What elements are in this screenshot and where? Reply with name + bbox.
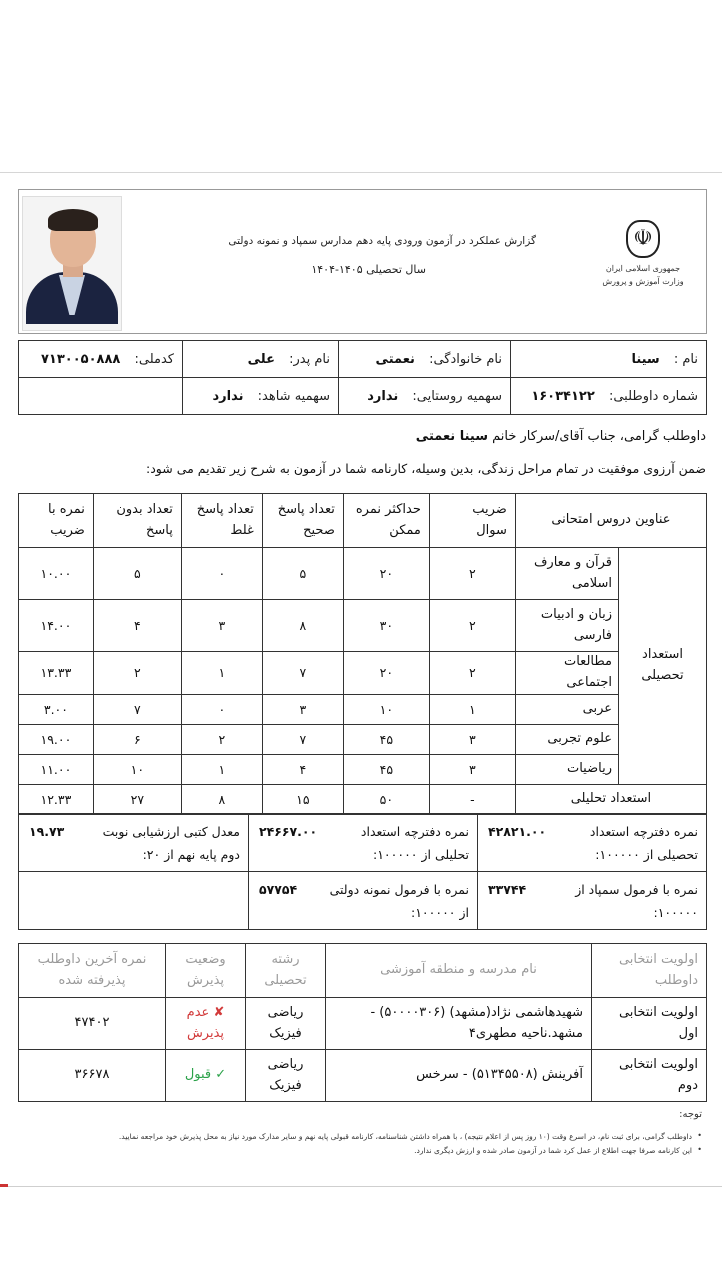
status-badge: ✘ عدم پذیرش bbox=[166, 998, 246, 1050]
shahed-quota: ندارد bbox=[212, 388, 244, 404]
page-edge-mark bbox=[0, 1184, 8, 1187]
name-cell: نام : سینا bbox=[511, 341, 707, 378]
national-code-cell: کدملی: ۷۱۳۰۰۵۰۸۸۸ bbox=[19, 341, 183, 378]
blank-top-area bbox=[0, 0, 722, 172]
table-row: مطالعات اجتماعی ۲ ۲۰ ۷ ۱ ۲ ۱۳.۳۳ bbox=[19, 652, 707, 695]
table-row-analytic: استعداد تحلیلی - ۵۰ ۱۵ ۸ ۲۷ ۱۲.۳۳ bbox=[19, 784, 707, 814]
last-score: ۴۷۴۰۲ bbox=[19, 998, 166, 1050]
iran-emblem-icon: ☫ bbox=[626, 220, 660, 258]
table-row: ریاضیات ۳ ۴۵ ۴ ۱ ۱۰ ۱۱.۰۰ bbox=[19, 754, 707, 784]
col-correct: تعداد پاسخ صحیح bbox=[262, 494, 343, 548]
school-name: آفرینش (۵۱۳۴۵۵۰۸) - سرخس bbox=[326, 1050, 592, 1102]
empty-cell bbox=[19, 378, 183, 415]
student-name: سینا bbox=[631, 351, 660, 367]
candidate-id: ۱۶۰۳۴۱۲۲ bbox=[531, 388, 595, 404]
divider bbox=[0, 1186, 722, 1187]
gpa-value: ۱۹.۷۳ bbox=[29, 824, 65, 839]
greeting-intro: ضمن آرزوی موفقیت در تمام مراحل زندگی، بدین وسیله، کارنامه شما در آزمون به شرح زیر تقدیم می شود: bbox=[146, 461, 706, 476]
summary-table bbox=[18, 813, 707, 930]
rural-quota-cell: سهمیه روستایی: ندارد bbox=[339, 378, 511, 415]
note-item: • این کارنامه صرفا جهت اطلاع از عمل کرد شما در آزمون صادر شده و ارزش دیگری ندارد. bbox=[119, 1146, 702, 1155]
greeting-line: داوطلب گرامی، جناب آقای/سرکار خانم سینا نعمتی bbox=[415, 429, 706, 444]
subject-name: عربی bbox=[515, 694, 618, 724]
subject-name: زبان و ادبیات فارسی bbox=[515, 600, 618, 652]
report-card bbox=[0, 173, 722, 1185]
col-coef: ضریب سوال bbox=[429, 494, 515, 548]
table-row: علوم تجربی ۳ ۴۵ ۷ ۲ ۶ ۱۹.۰۰ bbox=[19, 724, 707, 754]
sampad-score-value: ۳۳۷۴۴ bbox=[488, 882, 527, 897]
scores-table bbox=[18, 493, 707, 815]
priority-rank: اولویت انتخابی دوم bbox=[592, 1050, 707, 1102]
field-name: ریاضی فیزیک bbox=[246, 998, 326, 1050]
priority-header-row bbox=[19, 944, 707, 998]
priority-rank: اولویت انتخابی اول bbox=[592, 998, 707, 1050]
sampad-score-cell: نمره با فرمول سمپاد از ۱۰۰۰۰۰: ۳۳۷۴۴ bbox=[478, 872, 707, 930]
candidate-id-cell: شماره داوطلبی: ۱۶۰۳۴۱۲۲ bbox=[511, 378, 707, 415]
subject-name: مطالعات اجتماعی bbox=[515, 652, 618, 695]
report-title: گزارش عملکرد در آزمون ورودی پایه دهم مدارس سمپاد و نمونه دولتی bbox=[228, 235, 536, 247]
col-wrong: تعداد پاسخ غلط bbox=[181, 494, 262, 548]
last-score: ۳۶۶۷۸ bbox=[19, 1050, 166, 1102]
edu-score-cell: نمره دفترچه استعداد تحصیلی از ۱۰۰۰۰۰: ۴۲۸۲۱.۰۰ bbox=[478, 814, 707, 872]
student-family: نعمتی bbox=[375, 351, 415, 367]
student-info-table bbox=[18, 340, 707, 415]
group-label: استعداد تحصیلی bbox=[619, 548, 707, 785]
rural-quota: ندارد bbox=[367, 388, 399, 404]
scores-header-row bbox=[19, 494, 707, 548]
status-badge: ✓ قبول bbox=[166, 1050, 246, 1102]
note-item: • داوطلب گرامی، برای ثبت نام، در اسرع وقت (۱۰ روز پس از اعلام نتیجه) ، با همراه داشتن شناسنامه، کارنامه قبولی پایه نهم و سایر مدارک مورد نیاز به محل پذیرش خود مراجعه نمایید. bbox=[119, 1132, 702, 1141]
father-name: علی bbox=[247, 351, 275, 367]
nemune-score-cell: نمره با فرمول نمونه دولتی از ۱۰۰۰۰۰: ۵۷۷۵۴ bbox=[249, 872, 478, 930]
col-subjects: عناوین دروس امتحانی bbox=[515, 494, 706, 548]
col-last-score: نمره آخرین داوطلب پذیرفته شده bbox=[19, 944, 166, 998]
notes-section bbox=[119, 1109, 702, 1160]
father-cell: نام پدر: علی bbox=[183, 341, 339, 378]
empty-cell bbox=[19, 872, 249, 930]
table-row bbox=[19, 1050, 707, 1102]
national-code: ۷۱۳۰۰۵۰۸۸۸ bbox=[41, 351, 121, 367]
school-name: شهیدهاشمی نژاد(مشهد) (۵۰۰۰۰۳۰۶) - مشهد.ناحیه مطهری۴ bbox=[326, 998, 592, 1050]
subject-name: قرآن و معارف اسلامی bbox=[515, 548, 618, 600]
col-score: نمره با ضریب bbox=[19, 494, 94, 548]
academic-year: سال تحصیلی ۱۴۰۵-۱۴۰۴ bbox=[311, 263, 426, 276]
table-row: استعداد تحصیلی قرآن و معارف اسلامی ۲ ۲۰ ۵ ۰ ۵ ۱۰.۰۰ bbox=[19, 548, 707, 600]
ana-score-cell: نمره دفترچه استعداد تحلیلی از ۱۰۰۰۰۰: ۲۴۶۶۷.۰۰ bbox=[249, 814, 478, 872]
nemune-score-value: ۵۷۷۵۴ bbox=[259, 882, 298, 897]
subject-name: استعداد تحلیلی bbox=[515, 784, 706, 814]
ministry-logo bbox=[598, 220, 688, 310]
col-blank: تعداد بدون پاسخ bbox=[93, 494, 181, 548]
edu-score-value: ۴۲۸۲۱.۰۰ bbox=[488, 824, 547, 839]
logo-line-2: وزارت آموزش و پرورش bbox=[602, 277, 684, 286]
notes-heading: توجه: bbox=[679, 1109, 702, 1120]
shahed-quota-cell: سهمیه شاهد: ندارد bbox=[183, 378, 339, 415]
col-school: نام مدرسه و منطقه آموزشی bbox=[326, 944, 592, 998]
student-photo bbox=[22, 196, 122, 331]
table-row bbox=[19, 998, 707, 1050]
col-priority: اولویت انتخابی داوطلب bbox=[592, 944, 707, 998]
greeting-name: سینا نعمتی bbox=[415, 429, 488, 444]
subject-name: علوم تجربی bbox=[515, 724, 618, 754]
reject-icon: ✘ bbox=[213, 1004, 225, 1020]
check-icon: ✓ bbox=[215, 1067, 227, 1083]
family-cell: نام خانوادگی: نعمتی bbox=[339, 341, 511, 378]
report-header bbox=[18, 189, 707, 334]
col-max: حداکثر نمره ممکن bbox=[343, 494, 429, 548]
priority-table bbox=[18, 943, 707, 1102]
gpa-cell: معدل کتبی ارزشیابی نوبت دوم پایه نهم از ۲۰: ۱۹.۷۳ bbox=[19, 814, 249, 872]
subject-name: ریاضیات bbox=[515, 754, 618, 784]
col-status: وضعیت پذیرش bbox=[166, 944, 246, 998]
field-name: ریاضی فیزیک bbox=[246, 1050, 326, 1102]
table-row: زبان و ادبیات فارسی ۲ ۳۰ ۸ ۳ ۴ ۱۴.۰۰ bbox=[19, 600, 707, 652]
table-row: عربی ۱ ۱۰ ۳ ۰ ۷ ۳.۰۰ bbox=[19, 694, 707, 724]
ana-score-value: ۲۴۶۶۷.۰۰ bbox=[259, 824, 318, 839]
col-field: رشته تحصیلی bbox=[246, 944, 326, 998]
logo-line-1: جمهوری اسلامی ایران bbox=[605, 264, 681, 273]
